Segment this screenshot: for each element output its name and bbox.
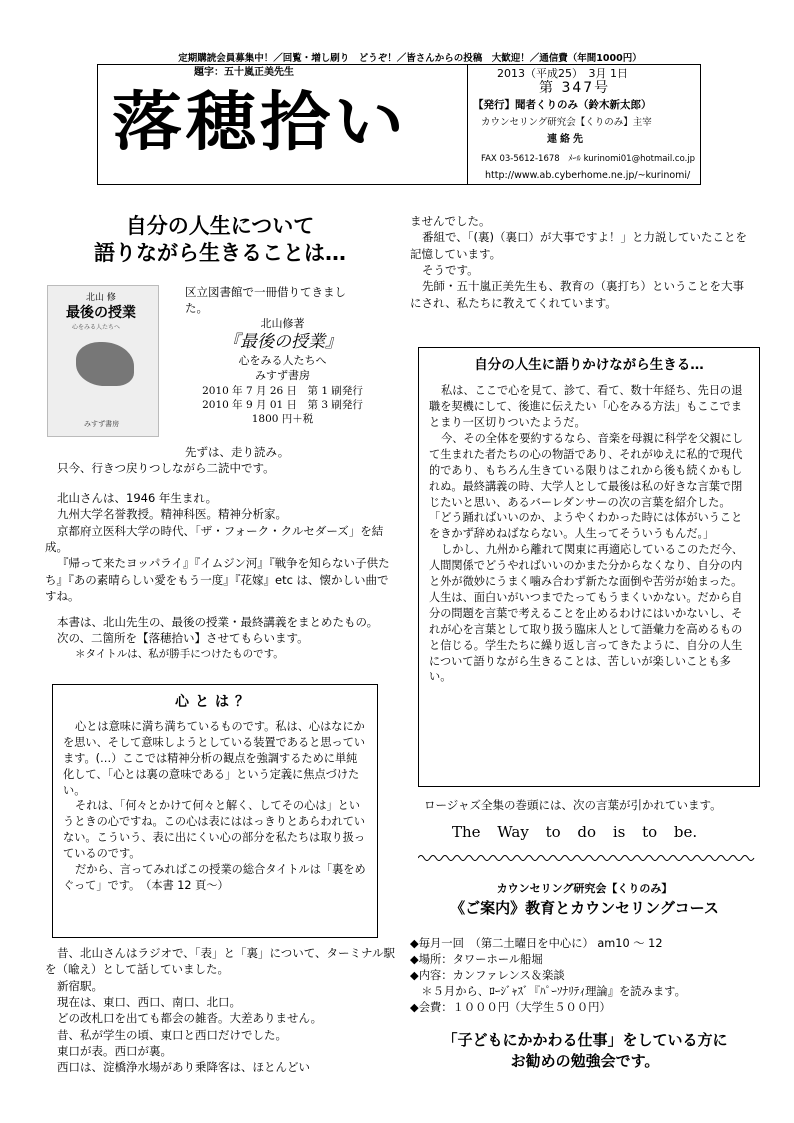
book-info <box>170 316 395 426</box>
rogers-motto: The Way to do is to be. <box>452 823 698 841</box>
book-author: 北山修著 <box>260 317 305 330</box>
contact-label: 連絡先 <box>547 134 586 145</box>
station-story <box>45 945 395 1076</box>
calligraphy-credit: 題字：五十嵐正美先生 <box>194 67 294 78</box>
ad-foot-line: お勧めの勉強会です。 <box>510 1052 660 1070</box>
wavy-divider <box>418 853 756 863</box>
fax-email: FAX 03-5612-1678 ﾒｰﾙ kurinomi01@hotmail.co.jp <box>481 154 696 164</box>
main-headline <box>40 213 400 268</box>
summary-line: 本書は、北山先生の、最後の授業・最終講義をまとめたもの。 <box>57 615 379 629</box>
publisher: 【発行】聞者くりのみ（鈴木新太郎） <box>473 99 652 111</box>
summary-line: 次の、二箇所を【落穂拾い】させてもらいます。 <box>57 631 309 646</box>
story-line: 昔、私が学生の頃、東口と西口だけでした。 <box>57 1027 287 1042</box>
story-continued <box>410 213 755 311</box>
story-line: 東口が表。西口が裏。 <box>57 1043 172 1058</box>
cover-subtitle: 心をみる人たちへ <box>72 324 121 331</box>
issue-number: 第 347号 <box>539 80 611 96</box>
story-line: どの改札口を出ても都会の雑沓。大差ありません。 <box>57 1011 323 1026</box>
masthead-title-area <box>98 65 468 184</box>
bio-line: 九州大学名誉教授。精神科医。精神分析家。 <box>57 507 287 522</box>
cover-publisher: みすず書房 <box>84 420 120 428</box>
bio-line: 『帰って来たヨッパライ』『イムジン河』『戦争を知らない子供たち』『あの素晴らしい愛をもう一度』『花嫁』etc は、懐かしい曲ですね。 <box>45 556 390 603</box>
title-note: ＊タイトルは、私が勝手につけたものです。 <box>75 647 284 660</box>
story-line: 昔、北山さんはラジオで、「表」と「裏」について、ターミナル駅を（喩え）として話していました。 <box>45 946 395 977</box>
book-price: 1800 円＋税 <box>251 412 314 425</box>
box-paragraph: 心とは意味に満ち満ちているものです。私は、心はなにかを思い、そして意味しようとしている装置であると思っています。(…）ここでは精神分析の観点を強調するために単純化して、「心とは裏の意味である」という定義に焦点づけたい。 <box>63 719 366 797</box>
quote-box-kokoro <box>52 684 378 938</box>
story-line: ませんでした。 <box>410 214 491 228</box>
ad-item: ＊５月から、ﾛｰｼﾞｬｽﾞ『ﾊﾟｰｿﾅﾘﾃｨ理論』を読みます。 <box>410 985 686 999</box>
cover-title: 最後の授業 <box>66 305 136 321</box>
ad-details <box>410 936 760 1016</box>
organization: カウンセリング研究会【くりのみ】主宰 <box>481 117 652 128</box>
bio-line: 北山さんは、1946 年生まれ。 <box>57 491 218 505</box>
cover-illustration <box>76 342 134 386</box>
ad-organization: カウンセリング研究会【くりのみ】 <box>496 882 673 895</box>
issue-date: 2013（平成25） 3月 1日 <box>497 67 628 80</box>
website-url: http://www.ab.cyberhome.ne.jp/~kurinomi/ <box>485 170 691 181</box>
intro-line-2: た。 <box>185 301 208 316</box>
ad-item: ◆会費：１０００円（大学生５００円） <box>410 1001 611 1015</box>
headline-line-1: 自分の人生について <box>125 214 315 238</box>
story-line: そうです。 <box>422 262 479 277</box>
book-cover-image <box>47 285 159 437</box>
ad-title: 《ご案内》教育とカウンセリングコース <box>450 899 719 917</box>
box-paragraph: 今、その全体を要約するなら、音楽を母親に科学を父親にして生まれた者たちの心の物語であり、それがゆえに私的で現代的であり、もちろん生きている限りはこれから後も続くかもしれぬ。最終講義の時、大学人として最後は私の好きな言葉で閉じたいと思い、あるバーレダンサーの次の言葉を紹介した。 <box>429 431 744 509</box>
headline-line-2: 語りながら生きることは… <box>94 241 346 266</box>
ad-item: ◆毎月一回 （第二土曜日を中心に） am10 ～ 12 <box>410 937 663 950</box>
box-paragraph: しかし、九州から離れて関東に再適応しているこのただ今、人間関係でどうやればいいのかまた分からなくなり、自分の内と外が微妙にうまく噛み合わず新たな面倒や苦労が始まった。人生は、面白いがいつまでたってもうまくいかない。だから自分の問題を言葉で考えることを止めるわけにはいかないし、それが心を言葉として取り扱う臨床人として語彙力を高めるものと信じる。学生たちに繰り返し言ってきたように、自分の人生について語りながら生きることは、苦しいが楽しいことも多い。 <box>429 543 744 684</box>
intro-line-1: 区立図書館で一冊借りてきまし <box>185 285 346 299</box>
reading-note: 先ずは、走り読み。 <box>185 445 290 459</box>
bio-line: 京都府立医科大学の時代、「ザ・フォーク・クルセダーズ」を結成。 <box>45 523 384 554</box>
book-subtitle: 心をみる人たちへ <box>238 353 327 367</box>
story-line: 現在は、東口、西口、南口、北口。 <box>57 994 241 1009</box>
cover-author: 北山 修 <box>86 293 116 303</box>
book-title: 『最後の授業』 <box>223 331 342 352</box>
quote-box-life <box>418 347 760 787</box>
book-edition-2: 2010 年 9 月 01 日 第 3 刷発行 <box>202 398 363 411</box>
reading-status: 只今、行きつ戻りつしながら二読中です。 <box>57 461 275 475</box>
story-line: 西口は、淀橋浄水場があり乗降客は、ほとんどい <box>57 1060 310 1075</box>
box-title: 自分の人生に語りかけながら生きる… <box>474 357 704 373</box>
box-paragraph: だから、言ってみればこの授業の総合タイトルは「裏をめぐって」です。 （本書 12 頁～） <box>63 863 366 892</box>
newsletter-logo: 落穂拾い <box>112 83 408 160</box>
box-title: 心とは？ <box>175 694 255 710</box>
subscription-notice: 定期購読会員募集中！／回覧・増し刷り どうぞ！／皆さんからの投稿 大歓迎！／通信費（年間1000円） <box>178 53 642 64</box>
masthead-info <box>469 65 701 184</box>
masthead <box>97 64 701 185</box>
book-summary <box>45 614 395 662</box>
box-paragraph: 「どう踊ればいいのか、ようやくわかった時には体がいうことをきかず辞めねばならない。人生ってそういうもんだ。」 <box>429 511 743 541</box>
story-line: 新宿駅。 <box>57 978 103 993</box>
story-line: 番組で、「(裏)（裏口）が大事ですよ！」と力説していたことを記憶しています。 <box>410 230 747 261</box>
ad-item: ◆場所：タワーホール船堀 <box>410 953 543 967</box>
ad-foot-line: 「子どもにかかわる仕事」をしている方に <box>442 1031 728 1049</box>
box-paragraph: 私は、ここで心を見て、診て、看て、数十年経ち、先日の退職を契機にして、後進に伝えたい「心をみる方法」もここでまとまり一区切りついたようだ。 <box>429 384 743 429</box>
box-paragraph: それは、「何々とかけて何々と解く、してその心は」というときの心ですね。この心は表にははっきりとあらわれていない。こういう、表に出にくい心の部分を私たちは取り扱っているのです。 <box>63 799 366 861</box>
book-publisher: みすず書房 <box>254 369 311 383</box>
ad-recommendation <box>410 1030 760 1072</box>
story-line: 先師・五十嵐正美先生も、教育の（裏打ち）ということを大事にされ、私たちに教えてくれています。 <box>410 279 744 310</box>
ad-item: ◆内容：カンファレンス＆楽談 <box>410 969 565 983</box>
rogers-intro: ロージャズ全集の巻頭には、次の言葉が引かれています。 <box>424 798 722 812</box>
intro-text <box>185 284 346 316</box>
book-edition-1: 2010 年 7 月 26 日 第 1 刷発行 <box>202 384 363 397</box>
author-bio <box>45 490 395 604</box>
